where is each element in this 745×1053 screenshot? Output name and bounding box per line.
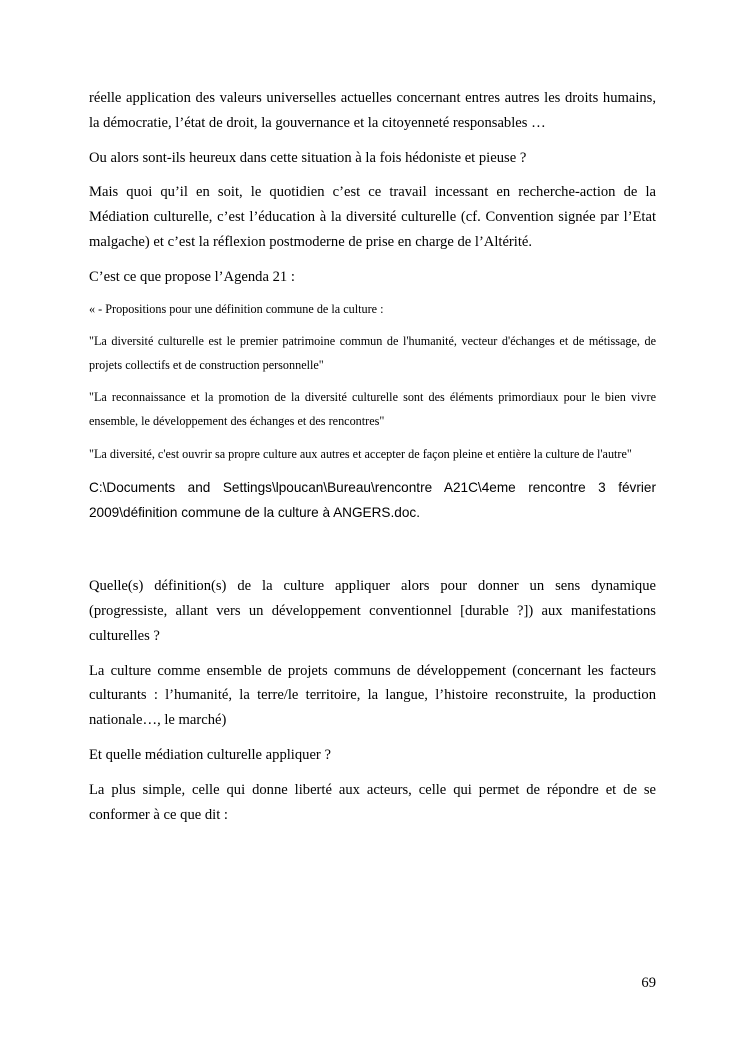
paragraph-mediation-question: Et quelle médiation culturelle appliquer ?: [89, 746, 331, 763]
paragraph-culture-definition-question: Quelle(s) définition(s) de la culture appliquer alors pour donner un sens dynamique (progressiste, allant vers un développement conventionnel [durable ?]) aux manifestations culturelles ?: [89, 578, 656, 644]
quote-item: "La diversité, c'est ouvrir sa propre culture aux autres et accepter de façon pleine et entière la culture de l'autre": [89, 446, 632, 461]
source-file-path: C:\Documents and Settings\lpoucan\Bureau\rencontre A21C\4eme rencontre 3 février 2009\définition commune de la culture à ANGERS.doc.: [89, 480, 656, 521]
quote-item: "La reconnaissance et la promotion de la diversité culturelle sont des éléments primordiaux pour le bien vivre ensemble, le développement des échanges et des rencontres": [89, 390, 656, 428]
quote-item: "La diversité culturelle est le premier patrimoine commun de l'humanité, vecteur d'échanges et de métissage, de projets collectifs et de construction personnelle": [89, 334, 656, 372]
page-number: 69: [641, 975, 656, 991]
paragraph-human-rights: réelle application des valeurs universelles actuelles concernant entres autres les droits humains, la démocratie, l’état de droit, la gouvernance et la citoyenneté responsables …: [89, 90, 656, 131]
paragraph-simple-mediation: La plus simple, celle qui donne liberté aux acteurs, celle qui permet de répondre et de se conformer à ce que dit :: [89, 781, 656, 823]
paragraph-agenda21: C’est ce que propose l’Agenda 21 :: [89, 268, 295, 285]
paragraph-cultural-mediation: Mais quoi qu’il en soit, le quotidien c’est ce travail incessant en recherche-action de la Médiation culturelle, c’est l’éducation à la diversité culturelle (cf. Convention signée par l’Etat malgache) et c’est la réflexion postmoderne de prise en charge de l’Altérité.: [89, 184, 656, 250]
agenda21-quote: [89, 298, 656, 526]
paragraph-culture-as-projects: La culture comme ensemble de projets communs de développement (concernant les facteurs culturants : l’humanité, la terre/le territoire, la langue, l’histoire reconstruite, la production nationale…, le marché): [89, 662, 656, 729]
quote-intro: « - Propositions pour une définition commune de la culture :: [89, 301, 384, 316]
paragraph-question-happiness: Ou alors sont-ils heureux dans cette situation à la fois hédoniste et pieuse ?: [89, 149, 527, 166]
page-body: [89, 86, 656, 827]
